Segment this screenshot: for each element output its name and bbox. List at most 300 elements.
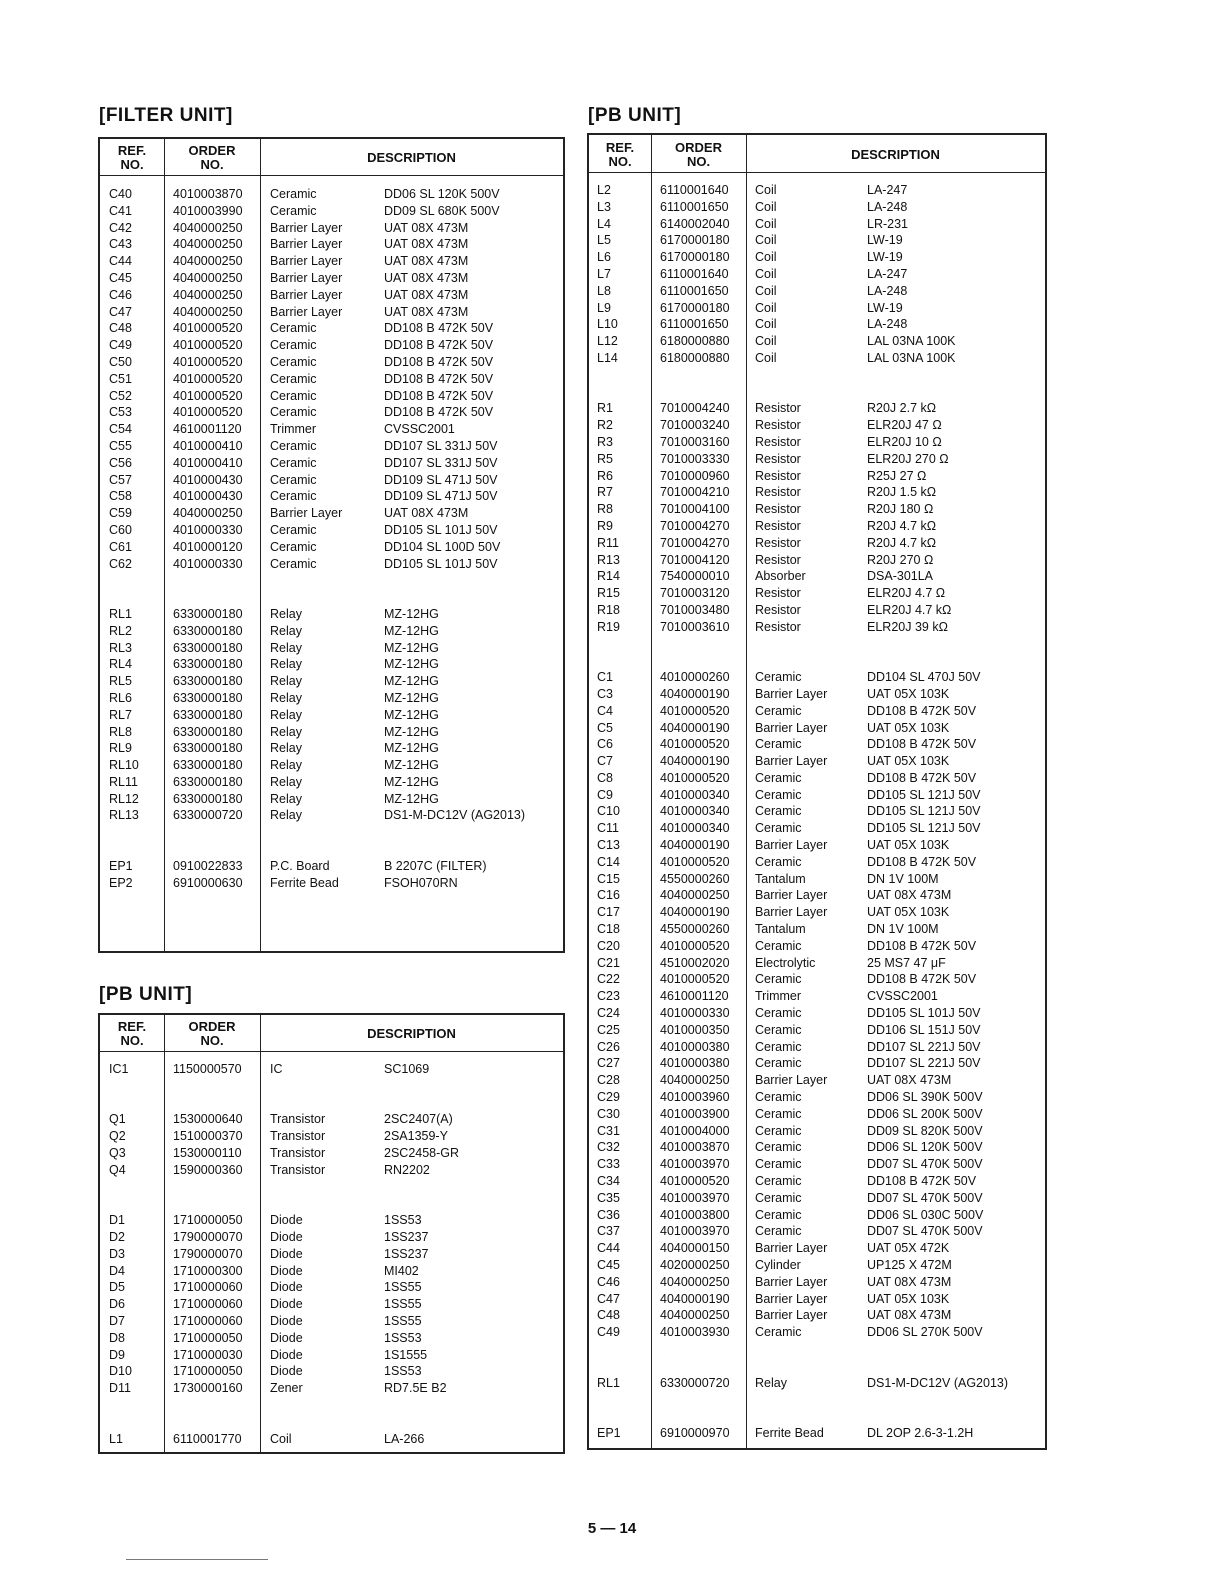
part-type: Ceramic xyxy=(755,1006,802,1021)
table-row xyxy=(100,1195,563,1212)
table-row xyxy=(100,320,563,337)
order-no: 4010000120 xyxy=(173,539,243,554)
part-type: Relay xyxy=(270,674,302,689)
order-no: 7010003160 xyxy=(660,434,730,449)
table-row xyxy=(100,673,563,690)
table-row xyxy=(100,203,563,220)
part-type: Ceramic xyxy=(270,203,317,218)
ref-no-header: REF. NO. xyxy=(605,139,635,169)
order-no: 4020000250 xyxy=(660,1258,730,1272)
description-header: DESCRIPTION xyxy=(367,1026,456,1041)
part-type: Diode xyxy=(270,1246,303,1261)
ref-no: RL6 xyxy=(109,690,132,705)
part-spec: DD108 B 472K 50V xyxy=(384,371,494,386)
ref-no: L6 xyxy=(597,250,611,265)
part-type: Ceramic xyxy=(755,1039,802,1054)
ref-no: C62 xyxy=(109,556,132,571)
part-spec: DD108 B 472K 50V xyxy=(384,354,494,369)
part-type: Relay xyxy=(270,690,302,705)
table-row xyxy=(589,300,1045,317)
order-no: 4550000260 xyxy=(660,871,730,886)
order-no: 1590000360 xyxy=(173,1162,243,1177)
part-type: Ceramic xyxy=(755,821,802,836)
table-row xyxy=(589,971,1045,988)
ref-no: R1 xyxy=(597,401,613,416)
table-row xyxy=(100,455,563,472)
part-type: Coil xyxy=(755,283,777,298)
part-spec: LA-248 xyxy=(867,317,908,332)
table-row xyxy=(100,270,563,287)
ref-no: L3 xyxy=(597,199,611,214)
order-no: 7010003480 xyxy=(660,602,730,617)
order-no: 4040000150 xyxy=(660,1241,730,1256)
part-type: Coil xyxy=(755,233,777,248)
part-type: Resistor xyxy=(755,502,801,517)
part-type: Barrier Layer xyxy=(270,237,343,252)
ref-no: C30 xyxy=(597,1106,620,1121)
part-spec: DD105 SL 101J 50V xyxy=(384,556,498,571)
pb-unit-left-title: [PB UNIT] xyxy=(99,984,193,1005)
part-spec: UAT 08X 473M xyxy=(384,304,469,319)
part-spec: DD107 SL 331J 50V xyxy=(384,455,498,470)
pb-unit-left-table xyxy=(98,1013,565,1454)
part-type: Resistor xyxy=(755,619,801,634)
table-row xyxy=(100,1179,563,1196)
order-no: 6330000180 xyxy=(173,640,243,655)
table-row xyxy=(100,589,563,606)
part-type: Relay xyxy=(270,741,302,756)
table-row xyxy=(100,1111,563,1128)
part-type: Relay xyxy=(270,623,302,638)
ref-no: D3 xyxy=(109,1246,125,1261)
part-type: Barrier Layer xyxy=(755,905,828,920)
order-no: 1710000300 xyxy=(173,1263,243,1278)
part-spec: MZ-12HG xyxy=(384,690,439,705)
part-type: Ceramic xyxy=(270,405,317,420)
table-row xyxy=(100,640,563,657)
part-spec: MZ-12HG xyxy=(384,774,439,789)
part-spec: DN 1V 100M xyxy=(867,922,939,937)
table-row xyxy=(589,333,1045,350)
order-no: 4010003800 xyxy=(660,1207,730,1222)
part-spec: MZ-12HG xyxy=(384,674,439,689)
table-row xyxy=(100,1061,563,1078)
ref-no: C44 xyxy=(597,1241,620,1256)
part-type: Ceramic xyxy=(755,703,802,718)
part-type: Relay xyxy=(270,640,302,655)
table-row xyxy=(589,1274,1045,1291)
part-type: Ceramic xyxy=(270,338,317,353)
part-spec: LAL 03NA 100K xyxy=(867,334,956,349)
ref-no: L8 xyxy=(597,283,611,298)
part-type: Ferrite Bead xyxy=(755,1425,824,1440)
ref-no: C53 xyxy=(109,405,132,420)
order-no-header: ORDER NO. xyxy=(188,143,236,172)
ref-no: C56 xyxy=(109,455,132,470)
ref-no: R7 xyxy=(597,485,613,500)
part-spec: R20J 4.7 kΩ xyxy=(867,518,937,533)
order-no: 4610001120 xyxy=(173,422,242,437)
order-no: 6910000630 xyxy=(173,875,243,890)
part-type: Transistor xyxy=(270,1112,326,1127)
table-row xyxy=(589,1106,1045,1123)
part-spec: DD107 SL 331J 50V xyxy=(384,438,498,453)
table-row xyxy=(589,636,1045,653)
ref-no: RL12 xyxy=(109,791,139,806)
ref-no: C44 xyxy=(109,254,132,269)
order-no: 6330000180 xyxy=(173,623,243,638)
part-type: Ceramic xyxy=(755,1157,802,1172)
order-no: 4040000190 xyxy=(660,686,730,701)
ref-no: C4 xyxy=(597,703,613,718)
part-spec: 25 MS7 47 μF xyxy=(867,955,946,970)
ref-no: C5 xyxy=(597,720,613,735)
table-row xyxy=(589,468,1045,485)
table-row xyxy=(589,451,1045,468)
part-type: Ceramic xyxy=(755,737,802,752)
order-no: 4040000190 xyxy=(660,754,730,769)
order-no: 4010003960 xyxy=(660,1090,730,1105)
order-no: 6330000180 xyxy=(173,741,243,756)
order-no: 6330000180 xyxy=(173,758,243,773)
part-type: Barrier Layer xyxy=(270,220,343,235)
part-spec: ELR20J 39 kΩ xyxy=(867,619,948,634)
table-row xyxy=(589,283,1045,300)
order-no: 4010000350 xyxy=(660,1022,730,1037)
order-no: 6110001770 xyxy=(173,1431,242,1446)
order-no: 4010003870 xyxy=(173,187,243,201)
ref-no: IC1 xyxy=(109,1062,129,1076)
table-row xyxy=(589,1139,1045,1156)
order-no: 4010003970 xyxy=(660,1157,730,1172)
order-no: 1710000050 xyxy=(173,1330,243,1345)
ref-no: C9 xyxy=(597,787,613,802)
table-row xyxy=(100,354,563,371)
ref-no: EP1 xyxy=(597,1425,621,1440)
part-spec: UAT 08X 473M xyxy=(384,506,469,521)
table-row xyxy=(589,770,1045,787)
table-row xyxy=(589,367,1045,384)
ref-no: RL1 xyxy=(109,606,132,621)
part-type: Barrier Layer xyxy=(755,686,828,701)
part-type: Relay xyxy=(755,1375,787,1390)
ref-no: Q2 xyxy=(109,1129,126,1144)
table-row xyxy=(589,837,1045,854)
order-no: 1710000050 xyxy=(173,1364,243,1379)
order-no: 4010000340 xyxy=(660,804,730,819)
part-type: Diode xyxy=(270,1229,303,1244)
ref-no: D2 xyxy=(109,1229,125,1244)
order-no: 1710000060 xyxy=(173,1313,243,1328)
part-spec: UAT 08X 473M xyxy=(384,220,469,235)
order-no: 4010003990 xyxy=(173,203,243,218)
order-no: 4040000250 xyxy=(173,237,243,252)
order-no: 6330000720 xyxy=(660,1375,730,1390)
ref-no: C43 xyxy=(109,237,132,252)
order-no: 4010000410 xyxy=(173,438,243,453)
table-row xyxy=(100,824,563,841)
ref-no: C36 xyxy=(597,1207,620,1222)
part-spec: LA-247 xyxy=(867,183,908,197)
part-type: Barrier Layer xyxy=(755,754,828,769)
table-row xyxy=(589,1005,1045,1022)
table-row xyxy=(589,1223,1045,1240)
ref-no: R6 xyxy=(597,468,613,483)
table-row xyxy=(589,568,1045,585)
ref-no: C47 xyxy=(597,1291,620,1306)
ref-no: RL13 xyxy=(109,808,139,823)
part-spec: DD07 SL 470K 500V xyxy=(867,1157,983,1172)
part-type: Ceramic xyxy=(270,388,317,403)
ref-no: C45 xyxy=(597,1258,620,1272)
part-spec: DL 2OP 2.6-3-1.2H xyxy=(867,1425,974,1440)
part-spec: DD105 SL 101J 50V xyxy=(384,522,498,537)
ref-no: C51 xyxy=(109,371,132,386)
part-type: Coil xyxy=(755,250,777,265)
order-no: 6170000180 xyxy=(660,300,730,315)
table-row xyxy=(589,199,1045,216)
table-row xyxy=(100,858,563,875)
part-type: Coil xyxy=(755,266,777,281)
table-row xyxy=(100,740,563,757)
table-row xyxy=(100,539,563,556)
table-row xyxy=(589,400,1045,417)
table-row xyxy=(589,501,1045,518)
part-spec: R20J 270 Ω xyxy=(867,552,934,567)
table-row xyxy=(589,1072,1045,1089)
table-row xyxy=(100,724,563,741)
part-spec: UAT 05X 103K xyxy=(867,686,950,701)
table-row xyxy=(100,791,563,808)
table-row xyxy=(589,854,1045,871)
part-type: Ceramic xyxy=(755,1123,802,1138)
table-row xyxy=(100,1095,563,1112)
order-no: 4610001120 xyxy=(660,989,729,1004)
ref-no: C20 xyxy=(597,938,620,953)
table-row xyxy=(589,1240,1045,1257)
part-spec: ELR20J 10 Ω xyxy=(867,434,942,449)
part-spec: DD104 SL 100D 50V xyxy=(384,539,501,554)
ref-no: C57 xyxy=(109,472,132,487)
ref-no: RL7 xyxy=(109,707,132,722)
part-spec: DD104 SL 470J 50V xyxy=(867,670,981,685)
ref-no: C49 xyxy=(109,338,132,353)
order-no: 7010003330 xyxy=(660,451,730,466)
ref-no: C27 xyxy=(597,1056,620,1071)
part-spec: DD108 B 472K 50V xyxy=(867,938,977,953)
part-spec: 1S1555 xyxy=(384,1347,428,1362)
table-row xyxy=(100,1313,563,1330)
part-type: Ceramic xyxy=(755,972,802,987)
order-no: 6110001650 xyxy=(660,283,729,298)
part-spec: 2SA1359-Y xyxy=(384,1129,448,1144)
ref-no: R9 xyxy=(597,518,613,533)
order-no: 6170000180 xyxy=(660,233,730,248)
ref-no: C28 xyxy=(597,1073,620,1088)
part-type: Resistor xyxy=(755,518,801,533)
part-type: Coil xyxy=(755,199,777,214)
part-type: Tantalum xyxy=(755,922,806,937)
table-row xyxy=(100,1246,563,1263)
part-spec: R25J 27 Ω xyxy=(867,468,927,483)
part-spec: B 2207C (FILTER) xyxy=(384,858,487,873)
part-spec: UAT 08X 473M xyxy=(384,254,469,269)
ref-no: RL3 xyxy=(109,640,132,655)
part-spec: UAT 05X 103K xyxy=(867,720,950,735)
pb-unit-right-title: [PB UNIT] xyxy=(588,105,682,126)
table-row xyxy=(100,1279,563,1296)
part-spec: FSOH070RN xyxy=(384,875,458,890)
part-spec: DD108 B 472K 50V xyxy=(384,388,494,403)
ref-no: C37 xyxy=(597,1224,620,1239)
table-row xyxy=(100,1162,563,1179)
part-spec: DN 1V 100M xyxy=(867,871,939,886)
ref-no: C16 xyxy=(597,888,620,903)
part-type: Barrier Layer xyxy=(755,888,828,903)
order-no: 4010004000 xyxy=(660,1123,730,1138)
part-spec: DD109 SL 471J 50V xyxy=(384,489,498,504)
table-row xyxy=(589,803,1045,820)
order-no: 6330000180 xyxy=(173,674,243,689)
part-spec: DSA-301LA xyxy=(867,569,934,584)
filter-unit-title: [FILTER UNIT] xyxy=(99,105,233,126)
ref-no: C40 xyxy=(109,187,132,201)
table-row xyxy=(100,421,563,438)
order-no: 1730000160 xyxy=(173,1381,243,1396)
part-type: Ceramic xyxy=(755,670,802,685)
ref-no: Q1 xyxy=(109,1112,126,1127)
order-no: 6180000880 xyxy=(660,350,730,365)
part-type: Resistor xyxy=(755,468,801,483)
part-type: Ceramic xyxy=(755,1174,802,1189)
table-row xyxy=(589,552,1045,569)
ref-no: R15 xyxy=(597,586,620,601)
pb-unit-right-table xyxy=(587,133,1047,1450)
part-spec: DD07 SL 470K 500V xyxy=(867,1224,983,1239)
table-row xyxy=(100,656,563,673)
order-no: 4040000250 xyxy=(173,254,243,269)
footer-rule xyxy=(126,1559,268,1560)
ref-no: C22 xyxy=(597,972,620,987)
part-type: Ceramic xyxy=(755,1106,802,1121)
part-spec: DD108 B 472K 50V xyxy=(867,854,977,869)
order-no: 4010000520 xyxy=(660,703,730,718)
part-type: Ceramic xyxy=(270,472,317,487)
order-no: 6910000970 xyxy=(660,1425,730,1440)
part-spec: UAT 08X 473M xyxy=(867,1073,952,1088)
order-no: 7010004240 xyxy=(660,401,730,416)
part-type: Ceramic xyxy=(755,804,802,819)
part-spec: MZ-12HG xyxy=(384,724,439,739)
table-row xyxy=(100,388,563,405)
part-spec: DD109 SL 471J 50V xyxy=(384,472,498,487)
table-row xyxy=(589,904,1045,921)
table-row xyxy=(589,484,1045,501)
part-spec: DD108 B 472K 50V xyxy=(867,737,977,752)
description-header: DESCRIPTION xyxy=(367,150,456,165)
part-type: Ceramic xyxy=(755,854,802,869)
part-type: Diode xyxy=(270,1297,303,1312)
part-type: Resistor xyxy=(755,485,801,500)
ref-no: C46 xyxy=(597,1274,620,1289)
part-spec: 1SS53 xyxy=(384,1364,422,1379)
table-row xyxy=(100,522,563,539)
ref-no: D11 xyxy=(109,1381,132,1396)
ref-no: L14 xyxy=(597,350,618,365)
table-row xyxy=(100,1212,563,1229)
ref-no: R2 xyxy=(597,418,613,433)
table-row xyxy=(589,1190,1045,1207)
table-row xyxy=(589,1391,1045,1408)
order-no: 6110001650 xyxy=(660,199,729,214)
table-row xyxy=(589,216,1045,233)
part-type: Diode xyxy=(270,1263,303,1278)
ref-no: C45 xyxy=(109,270,132,285)
table-row xyxy=(100,472,563,489)
part-spec: DD108 B 472K 50V xyxy=(384,405,494,420)
table-row xyxy=(100,1414,563,1431)
table-row xyxy=(589,753,1045,770)
order-no: 6330000180 xyxy=(173,774,243,789)
part-type: Ceramic xyxy=(270,438,317,453)
ref-no: C3 xyxy=(597,686,613,701)
part-type: Relay xyxy=(270,724,302,739)
ref-no: L1 xyxy=(109,1431,123,1446)
ref-no: C11 xyxy=(597,821,620,836)
part-spec: ELR20J 4.7 kΩ xyxy=(867,602,952,617)
table-row xyxy=(100,1363,563,1380)
ref-no: C26 xyxy=(597,1039,620,1054)
order-no: 6110001640 xyxy=(660,266,729,281)
ref-no: D4 xyxy=(109,1263,125,1278)
ref-no: D10 xyxy=(109,1364,132,1379)
part-spec: MZ-12HG xyxy=(384,758,439,773)
part-spec: LA-248 xyxy=(867,199,908,214)
ref-no: L4 xyxy=(597,216,611,231)
table-row xyxy=(589,384,1045,401)
table-row xyxy=(100,1397,563,1414)
part-type: Coil xyxy=(755,334,777,349)
part-spec: UAT 05X 103K xyxy=(867,1291,950,1306)
order-no: 4010000260 xyxy=(660,670,730,685)
part-spec: DD108 B 472K 50V xyxy=(867,770,977,785)
order-no: 4010000330 xyxy=(173,522,243,537)
ref-no: C10 xyxy=(597,804,620,819)
order-no: 6110001640 xyxy=(660,183,729,197)
part-type: Transistor xyxy=(270,1145,326,1160)
part-type: Barrier Layer xyxy=(270,287,343,302)
part-spec: MZ-12HG xyxy=(384,623,439,638)
order-no: 6330000180 xyxy=(173,606,243,621)
order-no: 6330000180 xyxy=(173,657,243,672)
order-no: 4040000250 xyxy=(173,270,243,285)
table-row xyxy=(100,841,563,858)
order-no: 4010003900 xyxy=(660,1106,730,1121)
table-row xyxy=(100,488,563,505)
ref-no: RL10 xyxy=(109,758,139,773)
table-row xyxy=(100,404,563,421)
order-no: 4010003870 xyxy=(660,1140,730,1155)
order-no: 7010004120 xyxy=(660,552,730,567)
part-type: Ferrite Bead xyxy=(270,875,339,890)
part-spec: DD108 B 472K 50V xyxy=(867,972,977,987)
table-row xyxy=(589,1341,1045,1358)
part-spec: CVSSC2001 xyxy=(384,422,455,437)
table-row xyxy=(589,417,1045,434)
part-type: Trimmer xyxy=(270,422,317,437)
part-spec: UAT 08X 473M xyxy=(867,1274,952,1289)
part-spec: DD06 SL 200K 500V xyxy=(867,1106,983,1121)
